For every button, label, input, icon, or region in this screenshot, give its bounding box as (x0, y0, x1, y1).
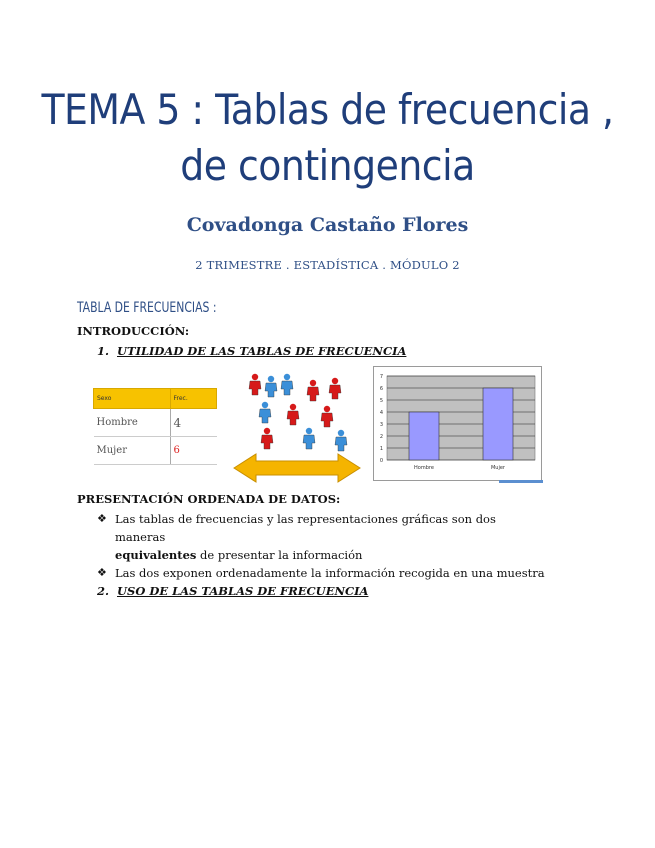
list-item (97, 564, 547, 582)
chart-x-tick-label: Hombre (414, 465, 434, 471)
table-header-frec: Frec. (170, 389, 217, 409)
frequency-table-figure (93, 388, 217, 465)
title-line-1: TEMA 5 : Tablas de frecuencia , (41, 85, 614, 134)
table-cell-label: Hombre (94, 409, 171, 437)
intro-label: INTRODUCCIÓN: (77, 324, 190, 338)
person-icon (335, 430, 347, 451)
item-text: USO DE LAS TABLAS DE FRECUENCIA (117, 584, 369, 598)
chart-y-tick-label: 7 (379, 374, 383, 380)
presentation-label: PRESENTACIÓN ORDENADA DE DATOS: (77, 492, 341, 506)
person-icon (307, 380, 319, 401)
numbered-item-1 (97, 344, 406, 358)
person-icon (321, 406, 333, 427)
bullet-list (97, 510, 547, 582)
person-icon (329, 378, 341, 399)
item-text: UTILIDAD DE LAS TABLAS DE FRECUENCIA (117, 344, 407, 358)
people-figure (245, 370, 355, 460)
section-heading: TABLA DE FRECUENCIAS : (77, 300, 217, 316)
bullet-bold-text: equivalentes (115, 548, 197, 562)
chart-x-tick-label: Mujer (490, 465, 506, 471)
chart-y-tick-label: 2 (379, 434, 383, 440)
table-row (94, 409, 217, 437)
chart-y-tick-label: 6 (379, 386, 383, 392)
chart-bar-hombre (409, 412, 439, 460)
page-title (0, 82, 655, 194)
double-arrow-figure (232, 452, 362, 484)
table-cell-value: 4 (170, 409, 217, 437)
double-arrow-icon (234, 454, 360, 482)
person-icon (303, 428, 315, 449)
table-header-sexo: Sexo (94, 389, 171, 409)
item-number: 2. (97, 584, 110, 598)
table-cell-label: Mujer (94, 437, 171, 465)
numbered-item-2 (97, 584, 368, 598)
author-name: Covadonga Castaño Flores (186, 214, 469, 236)
chart-y-tick-label: 3 (379, 422, 383, 428)
person-icon (259, 402, 271, 423)
bar-chart-figure (373, 366, 545, 484)
diamond-bullet-icon: ❖ (97, 512, 107, 525)
person-icon (265, 376, 277, 397)
chart-y-tick-label: 4 (379, 410, 383, 416)
list-item (97, 510, 547, 564)
chart-y-tick-label: 5 (379, 398, 383, 404)
chart-bar-mujer (483, 388, 513, 460)
person-icon (249, 374, 261, 395)
table-cell-value: 6 (170, 437, 217, 465)
table-row (94, 437, 217, 465)
document-subtitle: 2 TRIMESTRE . ESTADÍSTICA . MÓDULO 2 (195, 258, 460, 272)
person-icon (281, 374, 293, 395)
chart-y-tick-label: 0 (379, 458, 383, 464)
item-number: 1. (97, 344, 110, 358)
chart-frame-shadow (499, 480, 543, 483)
bullet-text: de presentar la información (196, 548, 363, 562)
chart-y-tick-label: 1 (379, 446, 383, 452)
person-icon (261, 428, 273, 449)
chart-plot-area (380, 374, 535, 471)
diamond-bullet-icon: ❖ (97, 566, 107, 579)
title-line-2: de contingencia (180, 141, 475, 190)
bullet-text: Las dos exponen ordenadamente la información recogida en una muestra (115, 566, 545, 580)
person-icon (287, 404, 299, 425)
bullet-text: Las tablas de frecuencias y las representaciones gráficas son dos maneras (115, 512, 496, 544)
